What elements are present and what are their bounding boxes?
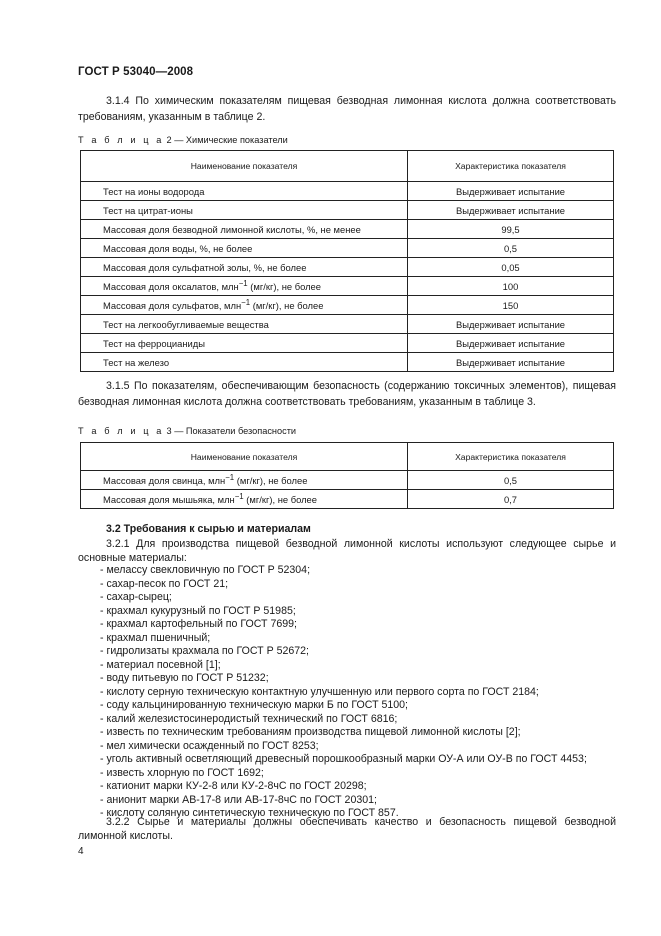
list-item: - уголь активный осветляющий древесный порошкообразный марки ОУ-А или ОУ-В по ГОСТ 4453; bbox=[100, 753, 587, 765]
paragraph-3-2-1: 3.2.1 Для производства пищевой безводной лимонной кислоты используют следующее сырье и основные материалы: bbox=[78, 538, 616, 564]
table-cell-value: 150 bbox=[408, 296, 614, 315]
table-cell-name: Тест на цитрат-ионы bbox=[81, 201, 408, 220]
table-row bbox=[81, 471, 614, 490]
table-header-cell: Наименование показателя bbox=[81, 443, 408, 471]
table-cell-value: 99,5 bbox=[408, 220, 614, 239]
list-item: - мелассу свекловичную по ГОСТ Р 52304; bbox=[100, 564, 311, 576]
table-3-safety bbox=[80, 442, 614, 509]
list-item: - крахмал картофельный по ГОСТ 7699; bbox=[100, 618, 297, 630]
list-item: - соду кальцинированную техническую марки Б по ГОСТ 5100; bbox=[100, 699, 408, 711]
table-row bbox=[81, 296, 614, 315]
table2-caption-title: 2 — Химические показатели bbox=[166, 135, 288, 145]
table-cell-value: 100 bbox=[408, 277, 614, 296]
table-cell-value: Выдерживает испытание bbox=[408, 334, 614, 353]
table-cell-name: Тест на ферроцианиды bbox=[81, 334, 408, 353]
table-row bbox=[81, 201, 614, 220]
paragraph-3-2-2: 3.2.2 Сырье и материалы должны обеспечивать качество и безопасность пищевой безводной лимонной кислоты. bbox=[78, 816, 616, 842]
section-3-2-title: 3.2 Требования к сырью и материалам bbox=[106, 523, 311, 535]
table-cell-name: Массовая доля сульфатов, млн$^{-1}$ (мг/кг), не более bbox=[81, 296, 408, 315]
paragraph-3-1-4: 3.1.4 По химическим показателям пищевая безводная лимонная кислота должна соответствовать требованиям, указанным в таблице 2. bbox=[78, 95, 616, 123]
list-item: - известь хлорную по ГОСТ 1692; bbox=[100, 766, 264, 779]
table-cell-value: 0,7 bbox=[408, 490, 614, 509]
table-row bbox=[81, 220, 614, 239]
table-2-chemical bbox=[80, 150, 614, 372]
list-item: - мел химически осажденный по ГОСТ 8253; bbox=[100, 739, 319, 752]
table-row bbox=[81, 490, 614, 509]
table-cell-value: 0,05 bbox=[408, 258, 614, 277]
list-item: - гидролизаты крахмала по ГОСТ Р 52672; bbox=[100, 645, 309, 657]
table3-caption bbox=[78, 426, 296, 436]
table-cell-value: Выдерживает испытание bbox=[408, 353, 614, 372]
list-item: - калий железистосинеродистый технический по ГОСТ 6816; bbox=[100, 712, 398, 725]
table2-caption-label: Т а б л и ц а bbox=[78, 135, 164, 145]
table-cell-value: 0,5 bbox=[408, 239, 614, 258]
table-header-cell: Наименование показателя bbox=[81, 151, 408, 182]
table-header-cell: Характеристика показателя bbox=[408, 151, 614, 182]
table-row bbox=[81, 334, 614, 353]
table-cell-name: Массовая доля безводной лимонной кислоты, %, не менее bbox=[81, 220, 408, 239]
list-item: - катионит марки КУ-2-8 или КУ-2-8чС по ГОСТ 20298; bbox=[100, 780, 367, 792]
table-cell-value: Выдерживает испытание bbox=[408, 182, 614, 201]
table-cell-name: Тест на железо bbox=[81, 353, 408, 372]
table3-caption-title: 3 — Показатели безопасности bbox=[166, 426, 297, 436]
table-row bbox=[81, 315, 614, 334]
table-header-row bbox=[81, 443, 614, 471]
table-cell-name: Массовая доля сульфатной золы, %, не более bbox=[81, 258, 408, 277]
table-cell-name: Тест на ионы водорода bbox=[81, 182, 408, 201]
table-cell-value: 0,5 bbox=[408, 471, 614, 490]
table-row bbox=[81, 258, 614, 277]
table-cell-name: Тест на легкообугливаемые вещества bbox=[81, 315, 408, 334]
table-row bbox=[81, 239, 614, 258]
table-cell-value: Выдерживает испытание bbox=[408, 201, 614, 220]
list-item: - сахар-песок по ГОСТ 21; bbox=[100, 577, 229, 590]
table-cell-value: Выдерживает испытание bbox=[408, 315, 614, 334]
table-cell-name: Массовая доля мышьяка, млн$^{-1}$ (мг/кг), не более bbox=[81, 490, 408, 509]
list-item: - кислоту серную техническую контактную улучшенную или первого сорта по ГОСТ 2184; bbox=[100, 685, 539, 698]
document-header: ГОСТ Р 53040—2008 bbox=[78, 66, 194, 78]
list-item: - крахмал пшеничный; bbox=[100, 631, 211, 644]
materials-list bbox=[100, 564, 587, 821]
list-item: - известь по техническим требованиям производства пищевой лимонной кислоты [2]; bbox=[100, 726, 521, 738]
table-header-cell: Характеристика показателя bbox=[408, 443, 614, 471]
table-row bbox=[81, 182, 614, 201]
list-item: - воду питьевую по ГОСТ Р 51232; bbox=[100, 672, 269, 684]
table3-caption-label: Т а б л и ц а bbox=[78, 426, 164, 436]
list-item: - крахмал кукурузный по ГОСТ Р 51985; bbox=[100, 604, 296, 617]
list-item: - анионит марки АВ-17-8 или АВ-17-8чС по ГОСТ 20301; bbox=[100, 793, 377, 806]
table-row bbox=[81, 277, 614, 296]
list-item: - кислоту соляную синтетическую техническую по ГОСТ 857. bbox=[100, 807, 399, 819]
table-cell-name: Массовая доля свинца, млн$^{-1}$ (мг/кг), не более bbox=[81, 471, 408, 490]
page-number: 4 bbox=[78, 846, 84, 857]
table2-caption bbox=[78, 135, 288, 145]
list-item: - сахар-сырец; bbox=[100, 591, 172, 603]
table-cell-name: Массовая доля воды, %, не более bbox=[81, 239, 408, 258]
paragraph-3-1-5: 3.1.5 По показателям, обеспечивающим безопасность (содержанию токсичных элементов), пищевая безводная лимонная кислота должна соответствовать требованиям, указанным в таблице 3. bbox=[78, 380, 616, 408]
table-header-row bbox=[81, 151, 614, 182]
list-item: - материал посевной [1]; bbox=[100, 658, 221, 671]
table-row bbox=[81, 353, 614, 372]
table-cell-name: Массовая доля оксалатов, млн$^{-1}$ (мг/кг), не более bbox=[81, 277, 408, 296]
